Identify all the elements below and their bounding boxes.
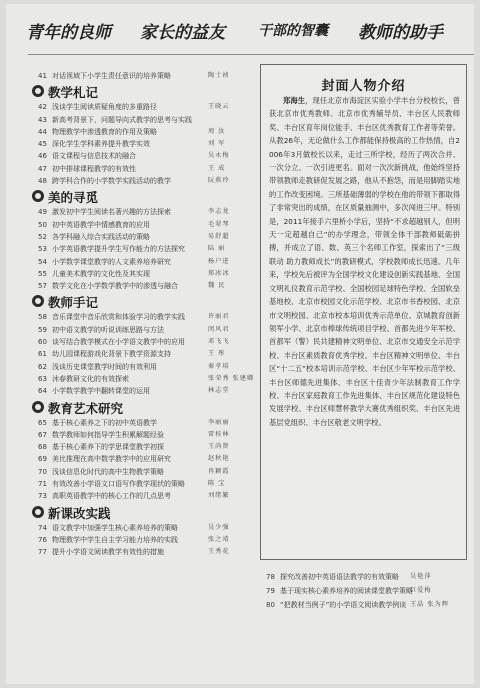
section-bullet-icon <box>32 401 44 413</box>
toc-author: 刘 军 <box>208 140 226 148</box>
toc-entry[interactable] <box>32 163 254 175</box>
toc-author: 陆 丽 <box>208 245 226 253</box>
toc-article-title: 新高考背景下，问题导向式教学的思考与实践 <box>52 115 192 124</box>
banner-slogan-3: 干部的智囊 <box>258 23 328 39</box>
toc-author: 吴艳萍 <box>410 573 432 580</box>
toc-author: 冉颖霞 <box>208 467 230 475</box>
cover-person-name: 郑海生 <box>283 96 306 105</box>
toc-article-title: 小学数学课堂教学的人文素养培养研究 <box>52 257 171 266</box>
toc-entry[interactable] <box>32 441 254 453</box>
toc-author: 毛翠琴 <box>208 220 230 228</box>
toc-author: 秦孝培 <box>208 362 230 370</box>
toc-author: 杨户进 <box>208 257 230 265</box>
toc-author: 王 彤 <box>208 350 226 358</box>
toc-article-title: 深化学生学科素养提升教学实效 <box>52 140 150 149</box>
section-bullet-icon <box>32 506 44 518</box>
toc-article-title: 小学英语教学提升学生写作能力的方法探究 <box>52 245 185 254</box>
toc-author: 吴少强 <box>208 523 230 531</box>
toc-page-number: 76 <box>38 535 47 544</box>
toc-article-title: 提升小学语文阅读教学有效性的措施 <box>52 548 164 557</box>
toc-page-number: 64 <box>38 387 47 396</box>
toc-page-number: 57 <box>38 282 47 291</box>
toc-page-number: 43 <box>38 115 47 124</box>
toc-entry[interactable] <box>32 348 254 360</box>
toc-author: 李志龙 <box>208 208 230 216</box>
toc-author: 王晓云 <box>208 103 230 111</box>
toc-article-title: 谈写结合教学模式在小学语文教学中的应用 <box>52 338 185 347</box>
toc-author: 赵秋艳 <box>208 455 230 463</box>
toc-page-number: 62 <box>38 362 47 371</box>
toc-page-number: 70 <box>38 467 47 476</box>
toc-entry[interactable] <box>32 466 254 478</box>
toc-entry[interactable] <box>32 534 254 546</box>
toc-article-title: “把教材当例子”的小学语文阅读教学例谈 <box>280 601 407 609</box>
toc-author: 李丽丽 <box>208 418 230 426</box>
toc-page-number: 50 <box>38 220 47 229</box>
toc-section-title: 新课改实践 <box>48 505 111 521</box>
toc-page-number: 49 <box>38 208 47 217</box>
toc-page-number: 67 <box>38 430 47 439</box>
banner-slogan-2: 家长的益友 <box>140 23 225 43</box>
toc-article-title: 激发初中学生阅读名著兴趣的方法探索 <box>52 208 171 217</box>
toc-entry[interactable] <box>32 490 254 502</box>
toc-article-title: 物理教学中学生自主学习能力培养的实践 <box>52 535 178 544</box>
toc-entry[interactable] <box>260 598 470 612</box>
toc-page-number: 65 <box>38 418 47 427</box>
toc-page-number: 80 <box>266 601 275 609</box>
toc-page-number: 54 <box>38 257 47 266</box>
toc-article-title: 基于现实核心素养培养的阅读课堂教学策略 <box>280 587 413 595</box>
toc-author: 张之靖 <box>208 535 230 543</box>
magazine-page <box>6 4 474 684</box>
toc-page-number: 63 <box>38 374 47 383</box>
toc-article-title: 数学教师如何指导学生积累解题经验 <box>52 430 164 439</box>
toc-page-number: 55 <box>38 269 47 278</box>
toc-section-heading <box>32 187 254 206</box>
toc-entry[interactable] <box>32 311 254 323</box>
toc-entry[interactable] <box>32 206 254 218</box>
toc-page-number: 46 <box>38 152 47 161</box>
toc-entry[interactable] <box>32 478 254 490</box>
cover-person-box <box>260 64 467 560</box>
toc-author: 周 汝 <box>208 127 226 135</box>
toc-entry[interactable] <box>32 101 254 113</box>
section-bullet-icon <box>32 295 44 307</box>
toc-entry[interactable] <box>32 361 254 373</box>
toc-entry[interactable] <box>32 268 254 280</box>
toc-entry[interactable] <box>32 175 254 187</box>
toc-section-heading <box>32 503 254 522</box>
toc-page-number: 47 <box>38 164 47 173</box>
toc-article-title: 对话视域下小学生责任意识的培养策略 <box>52 72 171 80</box>
toc-entry[interactable] <box>32 417 254 429</box>
toc-entry[interactable] <box>32 324 254 336</box>
toc-article-title: 幼儿园课程游戏化背景下教学资源支持 <box>52 350 171 359</box>
toc-page-number: 59 <box>38 325 47 334</box>
toc-page-number: 45 <box>38 140 47 149</box>
toc-entry[interactable] <box>32 336 254 348</box>
toc-article-title: 沐春教研文化的有效探索 <box>52 374 129 383</box>
toc-section-heading <box>32 82 254 101</box>
banner-slogan-1: 青年的良师 <box>26 23 111 43</box>
header-banner <box>6 12 474 46</box>
cover-person-title: 封面人物介绍 <box>321 79 406 94</box>
toc-section-title: 美的寻觅 <box>48 190 99 206</box>
toc-article-title: 浅谈学生阅读质疑角度的多重路径 <box>52 103 157 112</box>
toc-page-number: 61 <box>38 350 47 359</box>
toc-article-title: 物理教学中渗透教育的作用及策略 <box>52 127 157 136</box>
toc-entry[interactable] <box>32 429 254 441</box>
toc-entry[interactable] <box>32 231 254 243</box>
toc-entry[interactable] <box>32 373 254 385</box>
toc-section-title: 教师手记 <box>48 295 99 311</box>
toc-entry[interactable] <box>32 138 254 150</box>
toc-entry[interactable] <box>32 280 254 292</box>
toc-entry[interactable] <box>32 546 254 558</box>
toc-author: 陈 宝 <box>208 480 226 488</box>
toc-author: 邓飞飞 <box>208 338 230 346</box>
section-bullet-icon <box>32 190 44 202</box>
toc-page-number: 69 <box>38 455 47 464</box>
toc-entry[interactable] <box>32 150 254 162</box>
toc-article-title: 初中英语教学中情感教育的应用 <box>52 220 150 229</box>
toc-article-title: 浅谈历史课堂教学时间的有效利用 <box>52 362 157 371</box>
banner-slogan-4: 教师的助手 <box>358 23 443 43</box>
toc-entry[interactable] <box>32 126 254 138</box>
toc-article-title: 基于核心素养之下的初中英语教学 <box>52 418 157 427</box>
toc-page-number: 60 <box>38 338 47 347</box>
header-rule <box>28 54 474 55</box>
toc-author: 阮燕玲 <box>208 177 230 185</box>
toc-entry[interactable] <box>32 219 254 231</box>
cover-person-bio <box>269 94 460 429</box>
table-of-contents-left <box>32 70 254 559</box>
section-bullet-icon <box>32 85 44 97</box>
toc-author: 张荣秀 张建卿 <box>208 374 255 382</box>
toc-section-heading <box>32 292 254 311</box>
toc-entry[interactable] <box>32 256 254 268</box>
toc-author: 闵风君 <box>208 325 230 333</box>
toc-article-title: 音乐课堂中音乐欣赏和体验学习的教学实践 <box>52 313 185 322</box>
toc-article-title: 高职英语教学中的核心工作的几点思考 <box>52 492 171 501</box>
toc-page-number: 44 <box>38 127 47 136</box>
toc-page-number: 42 <box>38 103 47 112</box>
toc-author: 巨爱梅 <box>410 587 432 594</box>
toc-article-title: 探究改善初中英语语法教学的有效策略 <box>280 573 399 581</box>
toc-section-title: 教学札记 <box>48 85 99 101</box>
toc-article-title: 有效改善小学语文口语写作教学现状的策略 <box>52 480 185 489</box>
toc-entry[interactable] <box>32 70 254 82</box>
toc-entry[interactable] <box>260 584 470 598</box>
toc-entry[interactable] <box>32 114 254 126</box>
toc-page-number: 74 <box>38 523 47 532</box>
toc-author: 雷桂林 <box>208 430 230 438</box>
cover-person-text: ，现任北京市海淀区实验小学丰台分校校长，曾获北京市优秀教师、北京市优秀辅导员、丰台区人民教师奖、丰台区育年岗位能手、丰台区优秀教育工作者等荣誉。从教26年，无论做什么工作都能保持极高的工作热情，自2006年3月做校长以来，走过三所学校，经历了两次合并、一次分立、一次引进更名。面对一次次新挑战，他始终坚持带领教师走教研促发展之路，他从不抱怨，而是用脚踏实地的工作改变困境。三所基础薄弱的学校在他的带领下都取得了非常突出的成绩，在区质量抽测中，多次闯进三甲。特别是，2011年接手六里桥小学后，坚持“不求超越别人，但明天一定超越自己”的办学理念，带领全体干部教师砥砺拼搏，并成立了语、数、英三个名师工作室，探索出了“三级联动 助力教师成长”的教研模式，学校教师成长迅速。几年来，学校先后被评为全国学校文化建设创新实践基地、全国文明礼仪教育示范学校、全国校园足球特色学校、全国软垒基地校、北京市校园文化示范学校、北京市书香校园、北京市文明校园、北京市校本培训优秀示范单位、京城教育创新领军小学、北京市棒球传统项目学校、首都先进少年军校、首都军（警）民共建精神文明单位、北京市交通安全示范学校、丰台区素质教育优秀学校、丰台区精神文明单位、丰台区“十二五”校本培训示范学校、丰台区少年军校示范学校、丰台区师德先进集体、丰台区十佳青少年法制教育工作学校、丰台区家庭教育工作先进集体、丰台区规范化建设特色发展学校、丰台区师慧杯教学大赛优秀组织奖、丰台区先进基层党组织、丰台区敬老文明学校。 <box>269 96 461 427</box>
toc-author: 林志堂 <box>208 387 230 395</box>
toc-page-number: 53 <box>38 245 47 254</box>
toc-author: 易舒超 <box>208 232 230 240</box>
toc-author: 王 成 <box>208 164 226 172</box>
table-of-contents-right <box>260 570 470 612</box>
toc-article-title: 语文课程与信息技术的融合 <box>52 152 136 161</box>
toc-article-title: 数学文化在小学数学教学中的渗透与融合 <box>52 282 178 291</box>
toc-article-title: 儿童美术教学的文化性及其实现 <box>52 269 150 278</box>
toc-page-number: 71 <box>38 480 47 489</box>
toc-article-title: 小学数学教学中翻转课堂的运用 <box>52 387 150 396</box>
toc-author: 王秀花 <box>208 548 230 556</box>
toc-author: 魏 民 <box>208 282 226 290</box>
toc-page-number: 79 <box>266 587 275 595</box>
toc-author: 陶士祯 <box>208 72 230 79</box>
toc-author: 许丽君 <box>208 313 230 321</box>
toc-entry[interactable] <box>260 570 470 584</box>
toc-entry[interactable] <box>32 243 254 255</box>
toc-entry[interactable] <box>32 453 254 465</box>
toc-page-number: 77 <box>38 548 47 557</box>
toc-section-title: 教育艺术研究 <box>48 400 124 416</box>
toc-article-title: 各学科融入综合实践活动的策略 <box>52 232 150 241</box>
toc-author: 王尚贤 <box>208 443 230 451</box>
toc-article-title: 初中排球课程教学的有效性 <box>52 164 136 173</box>
toc-page-number: 58 <box>38 313 47 322</box>
toc-page-number: 48 <box>38 177 47 186</box>
toc-article-title: 初中语文教学的听说训练思路与方法 <box>52 325 164 334</box>
toc-article-title: 语文教学中加强学生核心素养培养的策略 <box>52 523 178 532</box>
toc-author: 王晶 张为辉 <box>410 601 449 608</box>
toc-article-title: 跨学科合作的小学数学实践活动的教学 <box>52 177 171 186</box>
toc-entry[interactable] <box>32 522 254 534</box>
toc-page-number: 68 <box>38 443 47 452</box>
toc-author: 吴永梅 <box>208 152 230 160</box>
toc-article-title: 基于核心素养下的学思课堂教学初探 <box>52 443 164 452</box>
toc-author: 郑冰冰 <box>208 269 230 277</box>
toc-page-number: 73 <box>38 492 47 501</box>
toc-page-number: 52 <box>38 232 47 241</box>
toc-page-number: 78 <box>266 573 275 581</box>
toc-page-number: 41 <box>38 72 47 80</box>
toc-section-heading <box>32 398 254 417</box>
toc-entry[interactable] <box>32 385 254 397</box>
toc-article-title: 美比推理在高中数学教学中的应用研究 <box>52 455 171 464</box>
toc-author: 刘绪繁 <box>208 492 230 500</box>
toc-article-title: 浅谈信息化时代的高中生物教学策略 <box>52 467 164 476</box>
